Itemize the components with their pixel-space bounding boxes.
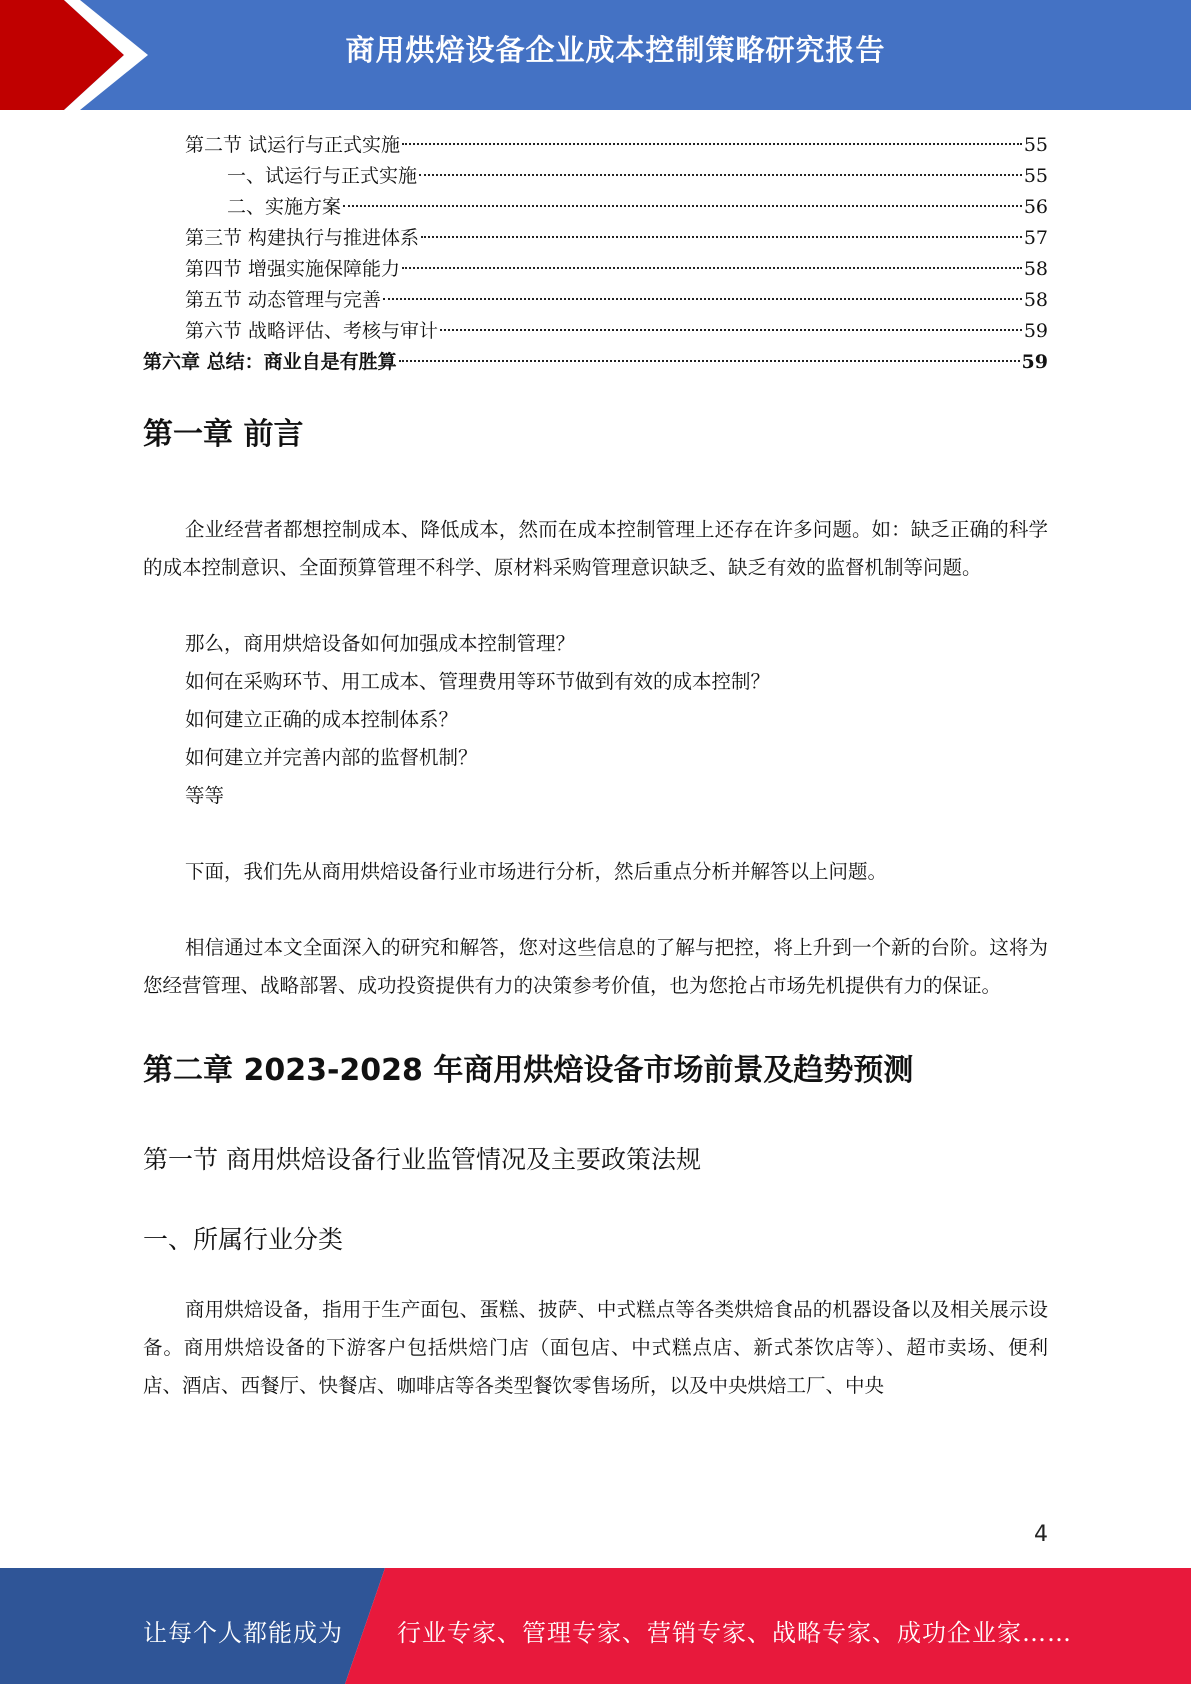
subsection-heading: 一、所属行业分类 <box>143 1225 344 1254</box>
chapter-heading: 第二章 2023-2028 年商用烘焙设备市场前景及趋势预测 <box>143 1053 914 1088</box>
toc-entry-title: 第五节 动态管理与完善 <box>185 289 382 311</box>
toc-leader <box>402 267 1022 269</box>
chapter-heading: 第一章 前言 <box>143 417 304 452</box>
toc-entry-title: 第六章 总结：商业自是有胜算 <box>143 351 397 373</box>
toc-leader <box>402 143 1022 145</box>
toc-entry-page: 58 <box>1023 289 1048 311</box>
toc-entry-title: 第二节 试运行与正式实施 <box>185 134 401 156</box>
question-list <box>143 625 1048 815</box>
section-heading: 第一节 商用烘焙设备行业监管情况及主要政策法规 <box>143 1145 701 1174</box>
toc-leader <box>421 236 1022 238</box>
toc-entry[interactable] <box>143 254 1048 285</box>
toc-entry-title: 二、实施方案 <box>227 196 342 218</box>
report-title: 商用烘焙设备企业成本控制策略研究报告 <box>345 33 886 67</box>
toc-entry-page: 56 <box>1023 196 1048 218</box>
main-content <box>143 405 1048 1405</box>
toc-entry[interactable] <box>143 192 1048 223</box>
toc-entry-title: 第六节 战略评估、考核与审计 <box>185 320 439 342</box>
toc-entry-page: 58 <box>1023 258 1048 280</box>
question-line: 等等 <box>185 784 225 807</box>
toc-leader <box>399 360 1020 362</box>
toc-entry-page: 59 <box>1023 320 1048 342</box>
toc-entry[interactable] <box>143 285 1048 316</box>
toc-entry[interactable] <box>143 130 1048 161</box>
page-footer <box>0 1568 1191 1684</box>
footer-slogan-right: 行业专家、管理专家、营销专家、战略专家、成功企业家…… <box>397 1619 1072 1647</box>
footer-slogan-left: 让每个人都能成为 <box>143 1619 343 1647</box>
toc-entry-title: 第三节 构建执行与推进体系 <box>185 227 420 249</box>
toc-leader <box>383 298 1022 300</box>
paragraph: 下面，我们先从商用烘焙设备行业市场进行分析，然后重点分析并解答以上问题。 <box>185 860 888 883</box>
toc-leader <box>419 174 1022 176</box>
toc-entry-page: 55 <box>1023 134 1048 156</box>
toc-leader <box>343 205 1022 207</box>
question-line: 如何建立并完善内部的监督机制？ <box>185 746 478 769</box>
table-of-contents <box>143 130 1048 378</box>
question-line: 那么，商用烘焙设备如何加强成本控制管理？ <box>185 632 576 655</box>
paragraph: 商用烘焙设备，指用于生产面包、蛋糕、披萨、中式糕点等各类烘焙食品的机器设备以及相关展示设备。商用烘焙设备的下游客户包括烘焙门店（面包店、中式糕点店、新式茶饮店等）、超市卖场、便利店、酒店、西餐厅、快餐店、咖啡店等各类型餐饮零售场所，以及中央烘焙工厂、中央 <box>143 1298 1048 1397</box>
question-line: 如何在采购环节、用工成本、管理费用等环节做到有效的成本控制？ <box>185 670 771 693</box>
toc-entry-title: 一、试运行与正式实施 <box>227 165 418 187</box>
toc-leader <box>440 329 1022 331</box>
question-line: 如何建立正确的成本控制体系？ <box>185 708 459 731</box>
page-header <box>0 0 1191 110</box>
toc-entry[interactable] <box>143 316 1048 347</box>
toc-entry-page: 57 <box>1023 227 1048 249</box>
toc-entry-page: 55 <box>1023 165 1048 187</box>
paragraph: 企业经营者都想控制成本、降低成本，然而在成本控制管理上还存在许多问题。如：缺乏正确的科学的成本控制意识、全面预算管理不科学、原材料采购管理意识缺乏、缺乏有效的监督机制等问题。 <box>143 518 1048 579</box>
paragraph: 相信通过本文全面深入的研究和解答，您对这些信息的了解与把控，将上升到一个新的台阶。这将为您经营管理、战略部署、成功投资提供有力的决策参考价值，也为您抢占市场先机提供有力的保证。 <box>143 936 1048 997</box>
toc-entry[interactable] <box>143 347 1048 378</box>
toc-entry-title: 第四节 增强实施保障能力 <box>185 258 401 280</box>
toc-entry[interactable] <box>143 161 1048 192</box>
toc-entry-page: 59 <box>1021 351 1048 373</box>
toc-entry[interactable] <box>143 223 1048 254</box>
page-number: 4 <box>1034 1522 1048 1547</box>
